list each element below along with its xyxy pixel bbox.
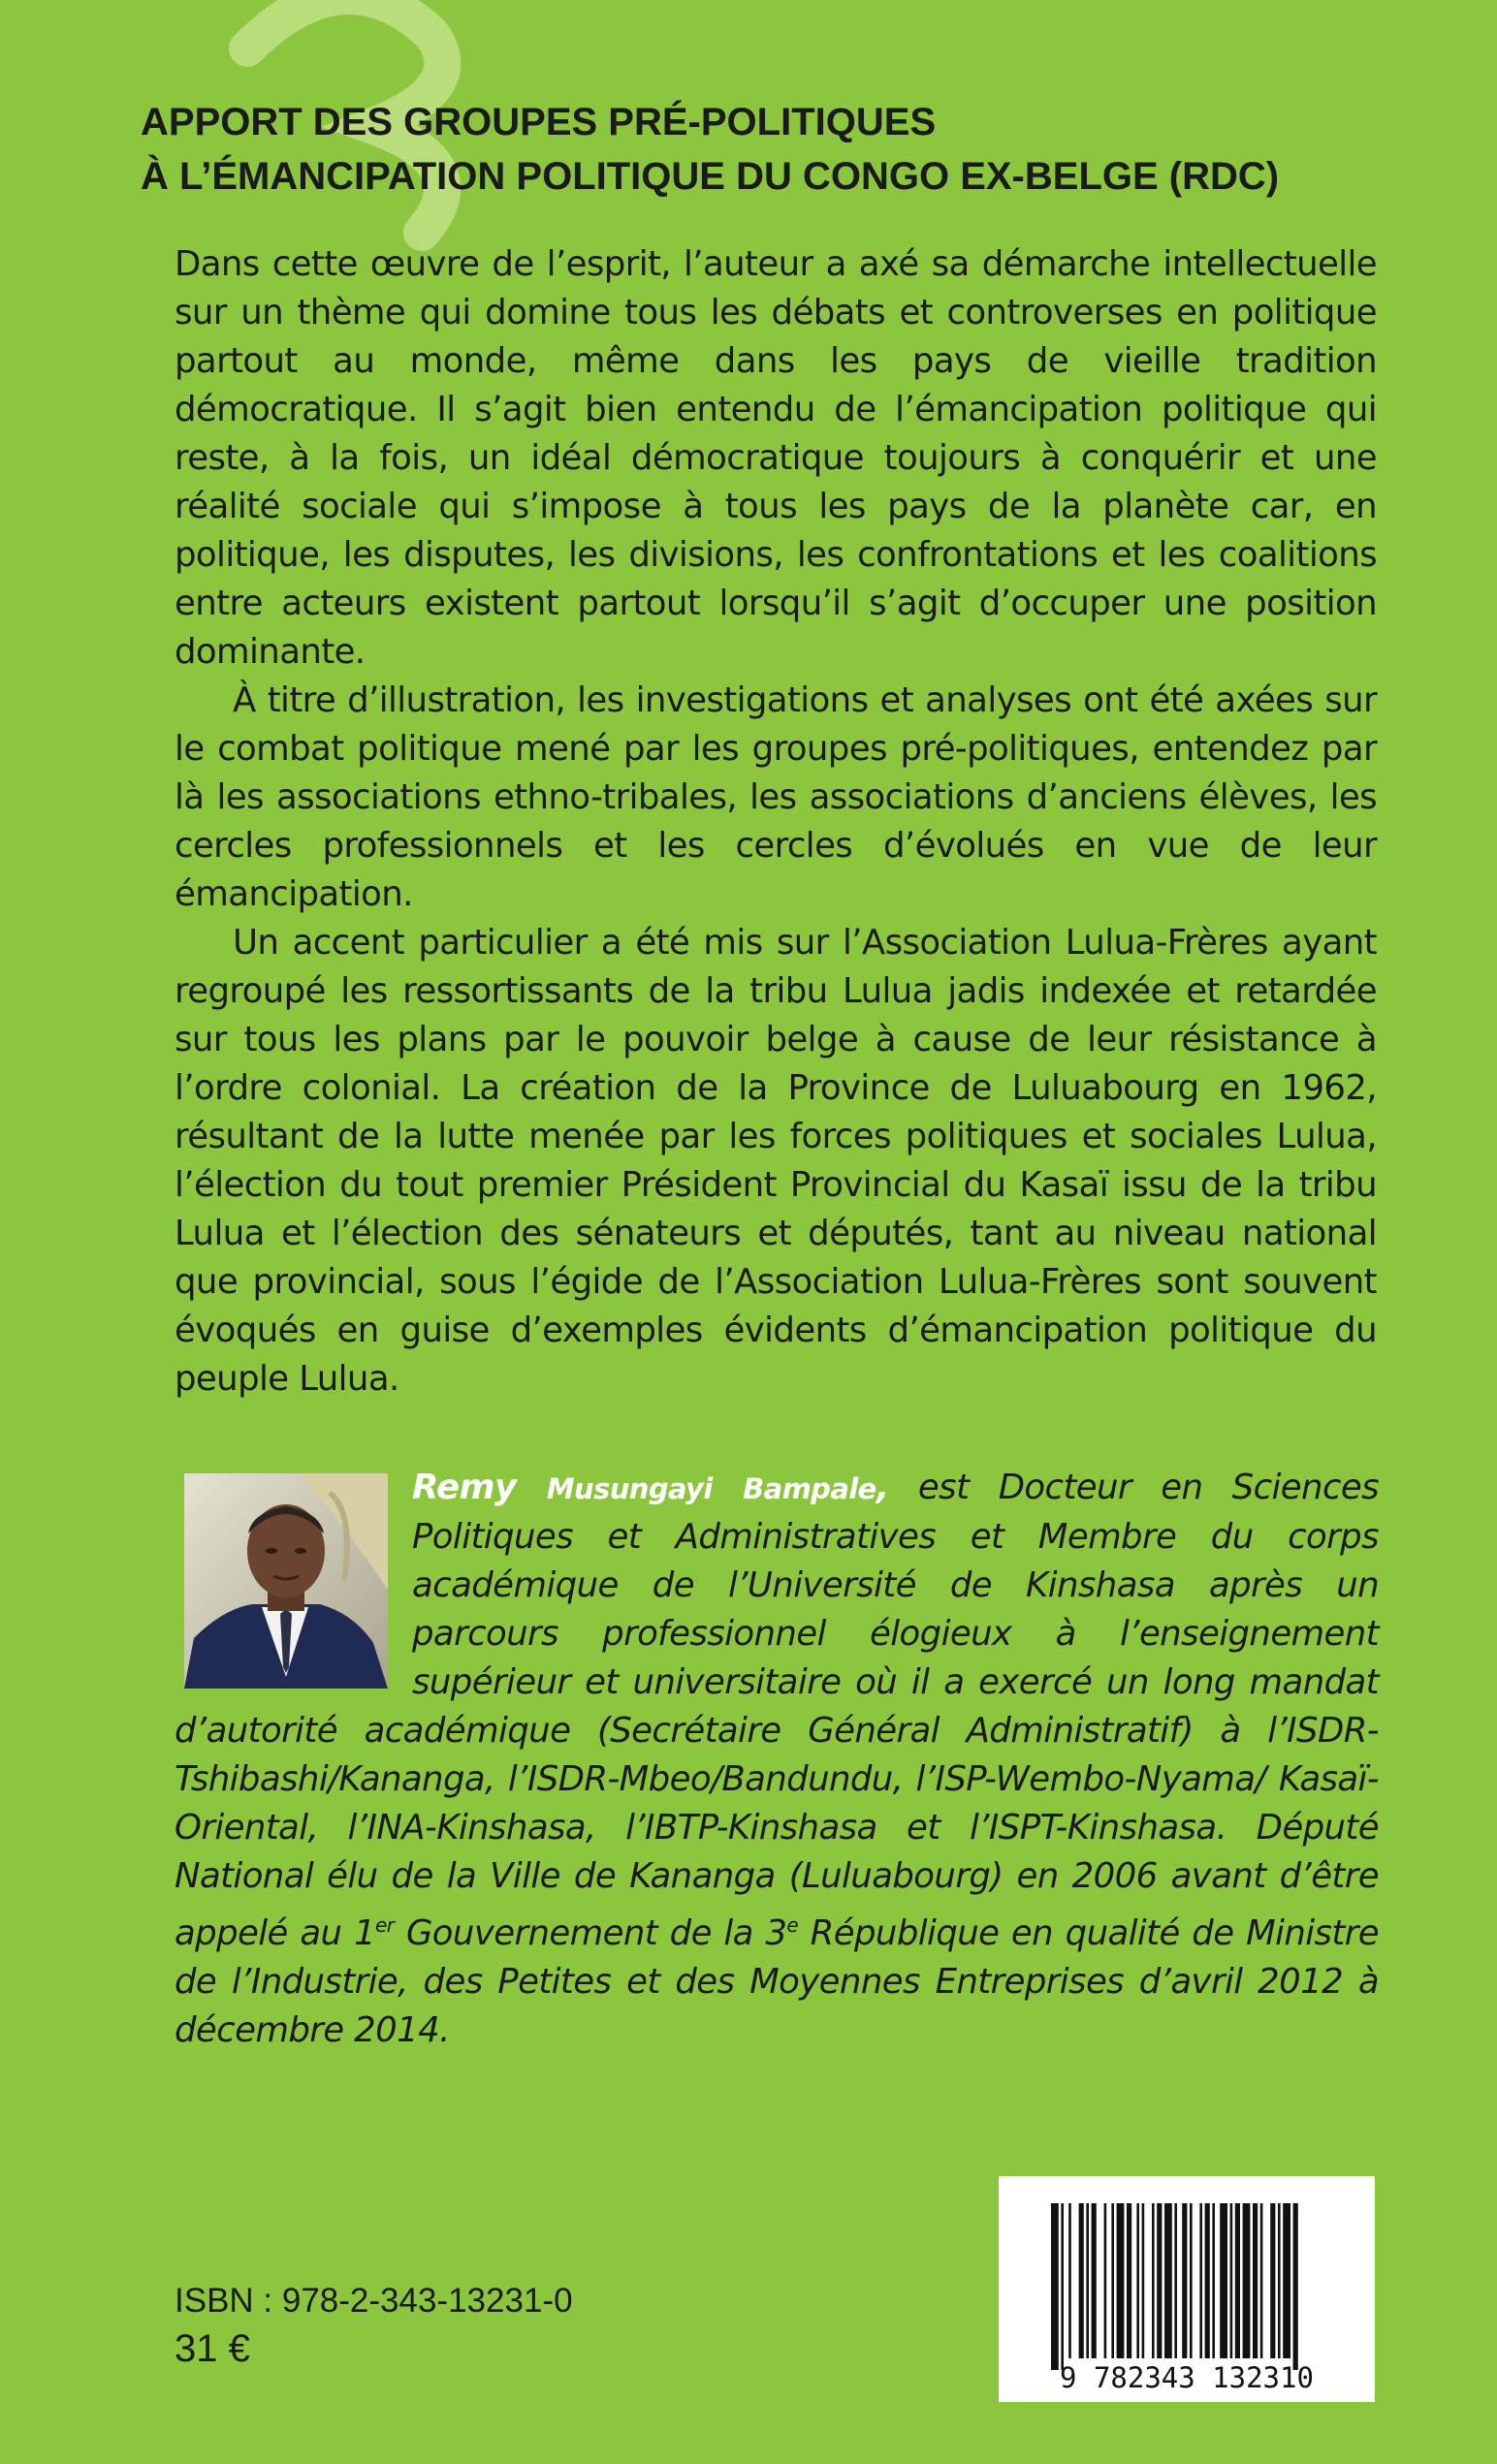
barcode-bar xyxy=(1164,2203,1172,2358)
footer-info xyxy=(175,2280,573,2375)
barcode-bar xyxy=(1174,2203,1177,2358)
author-bio-text-2: Gouvernement de la 3 xyxy=(394,1912,787,1953)
barcode-image xyxy=(999,2176,1375,2402)
barcode-bar xyxy=(1283,2203,1290,2358)
book-title xyxy=(141,95,1401,204)
barcode-bar xyxy=(1092,2203,1097,2358)
barcode-bar xyxy=(1220,2203,1227,2358)
barcode-bar xyxy=(1205,2203,1210,2358)
barcode-bar xyxy=(1086,2203,1089,2358)
barcode-bar xyxy=(1199,2203,1202,2358)
barcode-bar xyxy=(1157,2203,1162,2358)
barcode-bar xyxy=(1111,2203,1114,2358)
author-photo xyxy=(184,1473,388,1689)
author-bio-text-3: République en qualité de Ministre de l’Industrie, des Petites et des Moyennes Entreprises d’avril 2012 à décembre 2014. xyxy=(175,1912,1379,2050)
author-bio: Remy Musungayi Bampale, est Docteur en Sciences Politiques et Administratives et Membre du corps académique de l’Université de Kinshasa après un parcours professionnel élogieux à l’enseignement supérieur et universitaire où il a exercé un long mandat d’autorité académique (Secrétaire Général Administratif) à l’ISDR-Tshibashi/Kananga, l’ISDR-Mbeo/Bandundu, l’ISP-Wembo-Nyama/ Kasaï-Oriental, l’INA-Kinshasa, l’IBTP-Kinshasa et l’ISPT-Kinshasa. Député National élu de la Ville de Kananga (Luluabourg) en 2006 avant d’être appelé au 1er Gouvernement de la 3e République en qualité de Ministre de l’Industrie, des Petites et des Moyennes Entreprises d’avril 2012 à décembre 2014. xyxy=(175,1468,1379,2050)
barcode-bar xyxy=(1152,2203,1155,2358)
barcode-bar xyxy=(1230,2203,1233,2358)
barcode-bar xyxy=(1051,2203,1059,2370)
barcode-bar xyxy=(1068,2203,1071,2358)
barcode-bar xyxy=(1278,2203,1281,2358)
summary-paragraph-1: Dans cette œuvre de l’esprit, l’auteur a axé sa démarche intellectuelle sur un thème qui domine tous les débats et controverses en politique partout au monde, même dans les pays de vieille tradition démocratique. Il s’agit bien entendu de l’émancipation politique qui reste, à la fois, un idéal démocratique toujours à conquérir et une réalité sociale qui s’impose à tous les pays de la planète car, en politique, les disputes, les divisions, les confrontations et les coalitions entre acteurs existent partout lorsqu’il s’agit d’occuper une position dominante. xyxy=(175,244,1377,672)
barcode-bar xyxy=(1270,2203,1275,2358)
barcode-bar xyxy=(1079,2203,1084,2358)
barcode-bar xyxy=(1293,2203,1298,2370)
isbn: ISBN : 978-2-343-13231-0 xyxy=(175,2282,573,2320)
barcode xyxy=(999,2176,1375,2402)
author-name: Remy Musungayi Bampale, xyxy=(412,1468,889,1507)
barcode-number: 9 782343 132310 xyxy=(1060,2361,1314,2394)
barcode-bar xyxy=(1061,2203,1064,2370)
barcode-bar xyxy=(1117,2203,1125,2358)
barcode-bar xyxy=(1142,2203,1145,2358)
price: 31 € xyxy=(175,2327,250,2370)
title-line-1: APPORT DES GROUPES PRÉ-POLITIQUES xyxy=(141,101,937,143)
summary-paragraph-2: À titre d’illustration, les investigations et analyses ont été axées sur le combat politique mené par les groupes pré-politiques, entendez par là les associations ethno-tribales, les associations d’anciens élèves, les cercles professionnels et les cercles d’évolués en vue de leur émancipation. xyxy=(175,680,1377,914)
title-line-2: À L’ÉMANCIPATION POLITIQUE DU CONGO EX-BELGE (RDC) xyxy=(141,155,1280,198)
barcode-bar xyxy=(1235,2203,1240,2358)
barcode-bar xyxy=(1260,2203,1263,2358)
barcode-bar xyxy=(1182,2203,1187,2358)
barcode-bar xyxy=(1127,2203,1131,2358)
barcode-bar xyxy=(1212,2203,1215,2358)
barcode-bar xyxy=(1190,2203,1193,2358)
author-bio-text-1: est Docteur en Sciences Politiques et Administratives et Membre du corps académique de l’Université de Kinshasa après un parcours professionnel élogieux à l’enseignement supérieur et universitaire où il a exercé un long mandat d’autorité académique (Secrétaire Général Administratif) à l’ISDR-Tshibashi/Kananga, l’ISDR-Mbeo/Bandundu, l’ISP-Wembo-Nyama/ Kasaï-Oriental, l’INA-Kinshasa, l’IBTP-Kinshasa et l’ISPT-Kinshasa. Député National élu de la Ville de Kananga (Luluabourg) en 2006 avant d’être appelé au 1 xyxy=(175,1468,1379,1953)
summary-text xyxy=(175,240,1377,1404)
barcode-bar xyxy=(1104,2203,1107,2358)
summary-paragraph-3: Un accent particulier a été mis sur l’Association Lulua-Frères ayant regroupé les ressortissants de la tribu Lulua jadis indexée et retardée sur tous les plans par le pouvoir belge à cause de leur résistance à l’ordre colonial. La création de la Province de Luluabourg en 1962, résultant de la lutte menée par les forces politiques et sociales Lulua, l’élection du tout premier Président Provincial du Kasaï issu de la tribu Lulua et l’élection des sénateurs et députés, tant au niveau national que provincial, sous l’égide de l’Association Lulua-Frères sont souvent évoqués en guise d’exemples évidents d’émancipation politique du peuple Lulua. xyxy=(175,923,1377,1399)
barcode-bar xyxy=(1136,2203,1139,2358)
barcode-bar xyxy=(1253,2203,1258,2358)
barcode-bar xyxy=(1243,2203,1251,2358)
